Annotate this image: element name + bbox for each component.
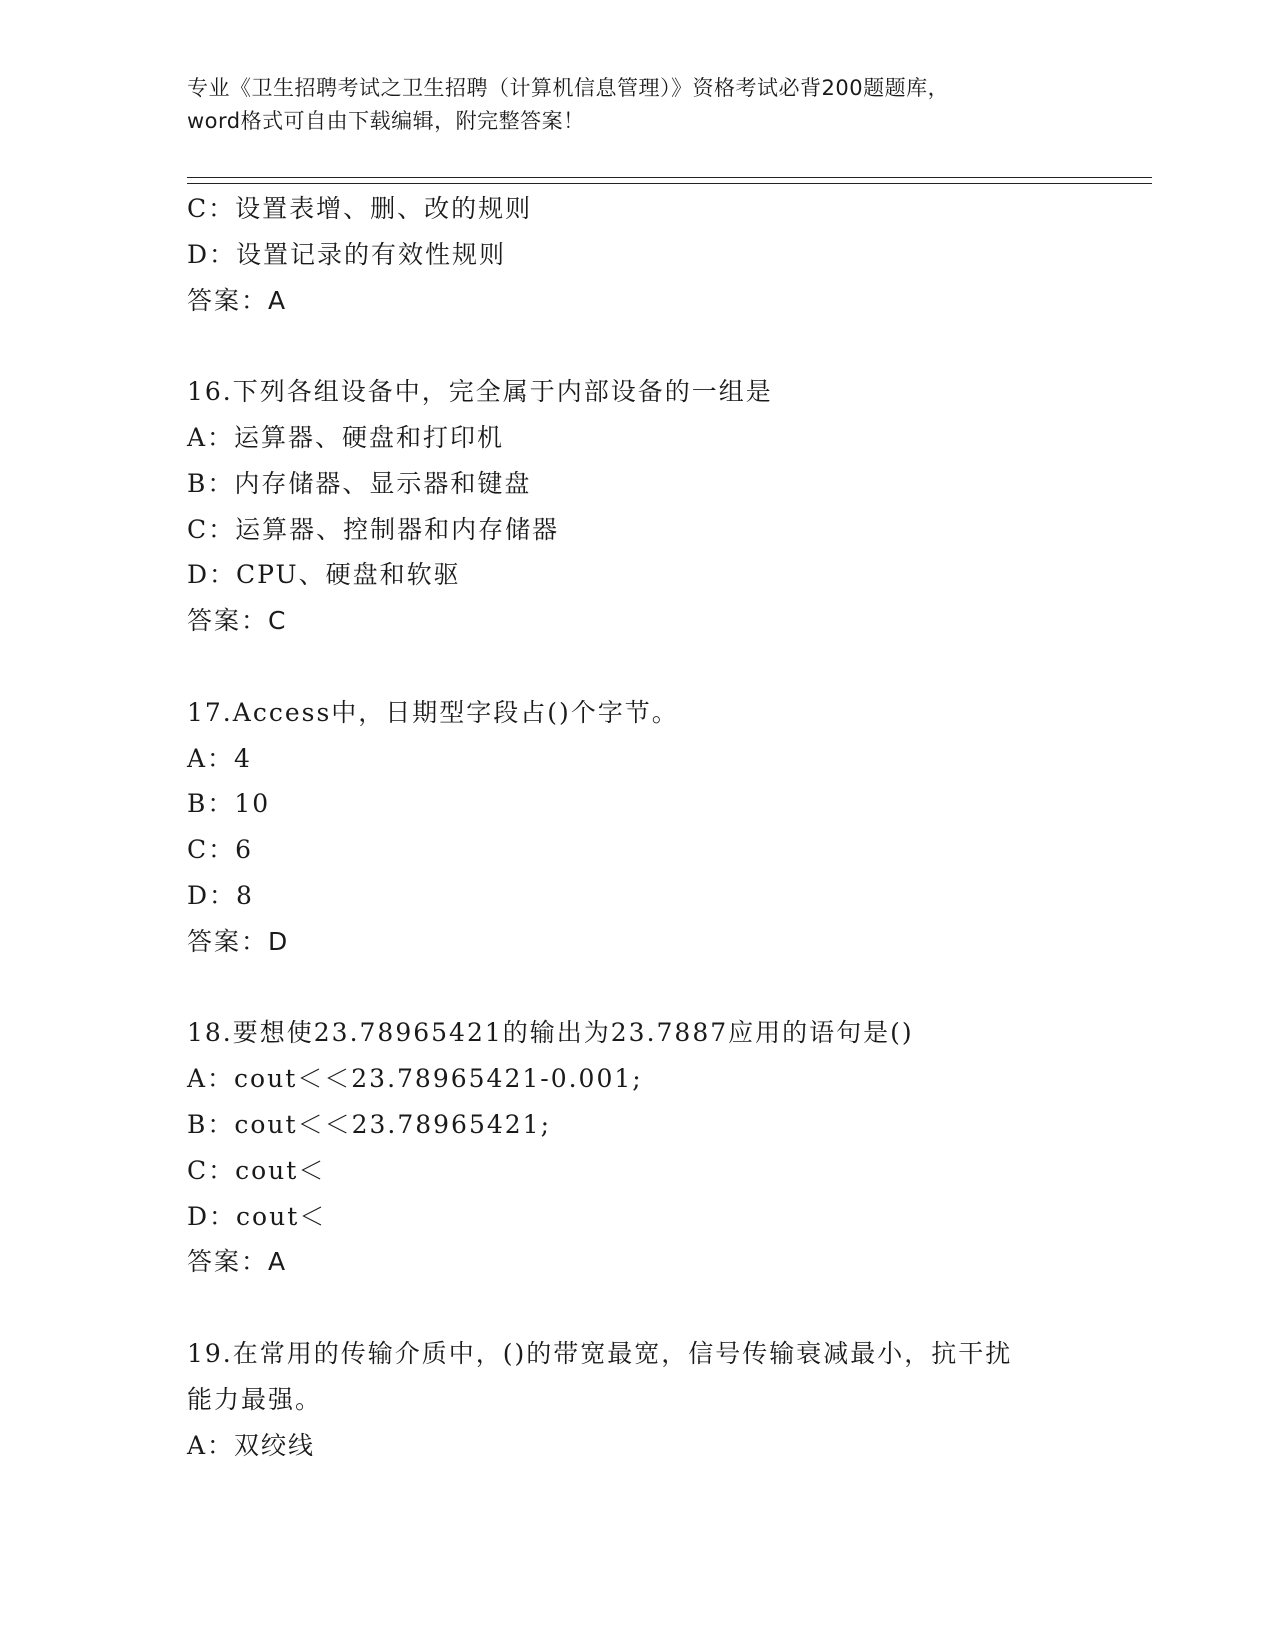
question-stem: 17.Access中，日期型字段占()个字节。 (187, 697, 679, 727)
option-b: B：10 (187, 789, 271, 819)
question-stem: 16.下列各组设备中，完全属于内部设备的一组是 (187, 377, 773, 407)
option-d: D：8 (187, 880, 254, 910)
question-gap (187, 965, 1087, 1011)
option-b: B：内存储器、显示器和键盘 (187, 468, 532, 498)
option-c: C：cout＜ (187, 1155, 326, 1185)
option-c: C：6 (187, 835, 254, 865)
option-c: C：设置表增、删、改的规则 (187, 194, 533, 223)
answer: 答案：D (187, 926, 290, 956)
option-a: A：双绞线 (187, 1430, 316, 1460)
question-gap (187, 1285, 1087, 1331)
option-a: A：4 (187, 743, 252, 773)
question-gap (187, 323, 1087, 369)
header-line-1: 专业《卫生招聘考试之卫生招聘（计算机信息管理）》资格考试必背200题题库， (187, 76, 950, 100)
answer: 答案：C (187, 606, 288, 636)
question-19 (187, 1331, 1087, 1468)
question-stem-line-1: 19.在常用的传输介质中，()的带宽最宽，信号传输衰减最小，抗干扰 (187, 1338, 1013, 1368)
question-15-tail (187, 186, 1087, 323)
header-line-2: word格式可自由下载编辑，附完整答案！ (187, 109, 585, 133)
question-stem: 18.要想使23.78965421的输出为23.7887应用的语句是() (187, 1018, 914, 1048)
answer: 答案：A (187, 1247, 288, 1277)
question-17 (187, 690, 1087, 965)
question-list (187, 186, 1087, 1468)
header-divider-bottom (187, 183, 1152, 184)
question-16 (187, 369, 1087, 644)
option-a: A：运算器、硬盘和打印机 (187, 422, 505, 452)
option-c: C：运算器、控制器和内存储器 (187, 514, 560, 544)
option-d: D：cout＜ (187, 1201, 327, 1231)
answer: 答案：A (187, 285, 288, 315)
option-d: D：CPU、硬盘和软驱 (187, 560, 461, 590)
question-gap (187, 644, 1087, 690)
question-18 (187, 1010, 1087, 1285)
option-a: A：cout＜＜23.78965421-0.001; (187, 1064, 643, 1094)
header-divider-top (187, 177, 1152, 178)
option-d: D：设置记录的有效性规则 (187, 239, 507, 269)
question-stem-line-2: 能力最强。 (187, 1384, 323, 1414)
option-b: B：cout＜＜23.78965421; (187, 1109, 551, 1139)
document-header (187, 72, 1087, 138)
